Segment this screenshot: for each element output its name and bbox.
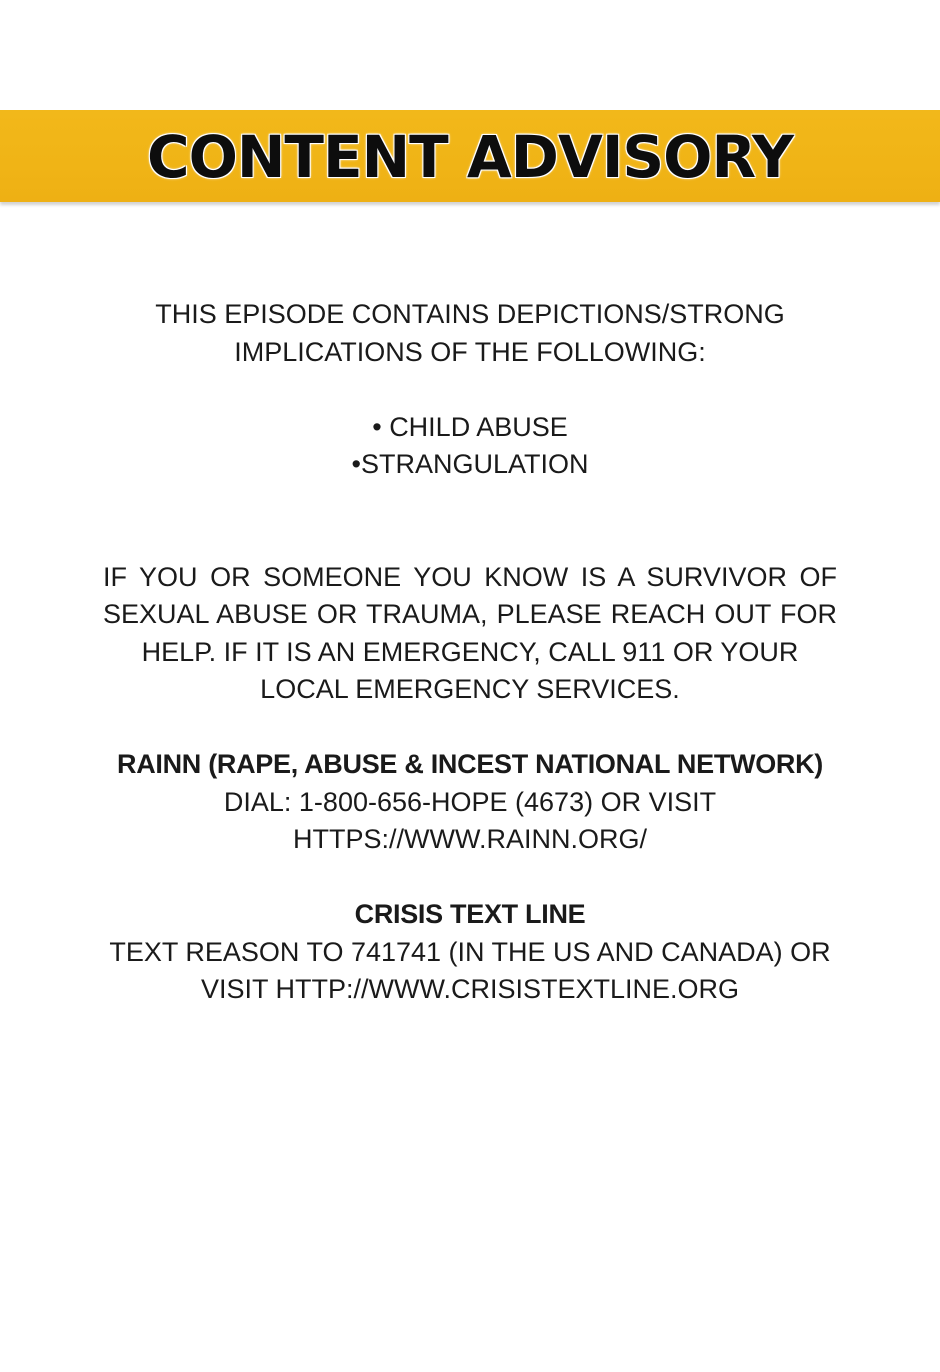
help-line-2: SEXUAL ABUSE OR TRAUMA, PLEASE REACH OUT FOR [103, 599, 837, 629]
advisory-banner [0, 110, 940, 202]
page-title: CONTENT ADVISORY [147, 123, 793, 191]
crisis-url[interactable]: VISIT HTTP://WWW.CRISISTEXTLINE.ORG [200, 974, 740, 1004]
help-line-3: HELP. IF IT IS AN EMERGENCY, CALL 911 OR YOUR [141, 636, 799, 667]
crisis-heading: CRISIS TEXT LINE [354, 899, 586, 929]
help-line-4: LOCAL EMERGENCY SERVICES. [260, 674, 680, 704]
rainn-url[interactable]: HTTPS://WWW.RAINN.ORG/ [293, 824, 647, 854]
warning-item-child-abuse: • CHILD ABUSE [372, 411, 568, 442]
advisory-content [90, 296, 850, 1009]
intro-line-1: THIS EPISODE CONTAINS DEPICTIONS/STRONG [155, 299, 785, 329]
warning-item-strangulation: •STRANGULATION [351, 449, 589, 479]
crisis-text-instructions: TEXT REASON TO 741741 (IN THE US AND CANADA) OR [109, 936, 831, 967]
rainn-phone: DIAL: 1-800-656-HOPE (4673) OR VISIT [223, 786, 717, 817]
help-line-1: IF YOU OR SOMEONE YOU KNOW IS A SURVIVOR OF [103, 561, 837, 592]
rainn-heading: RAINN (RAPE, ABUSE & INCEST NATIONAL NETWORK) [117, 749, 823, 779]
intro-line-2: IMPLICATIONS OF THE FOLLOWING: [234, 336, 706, 367]
